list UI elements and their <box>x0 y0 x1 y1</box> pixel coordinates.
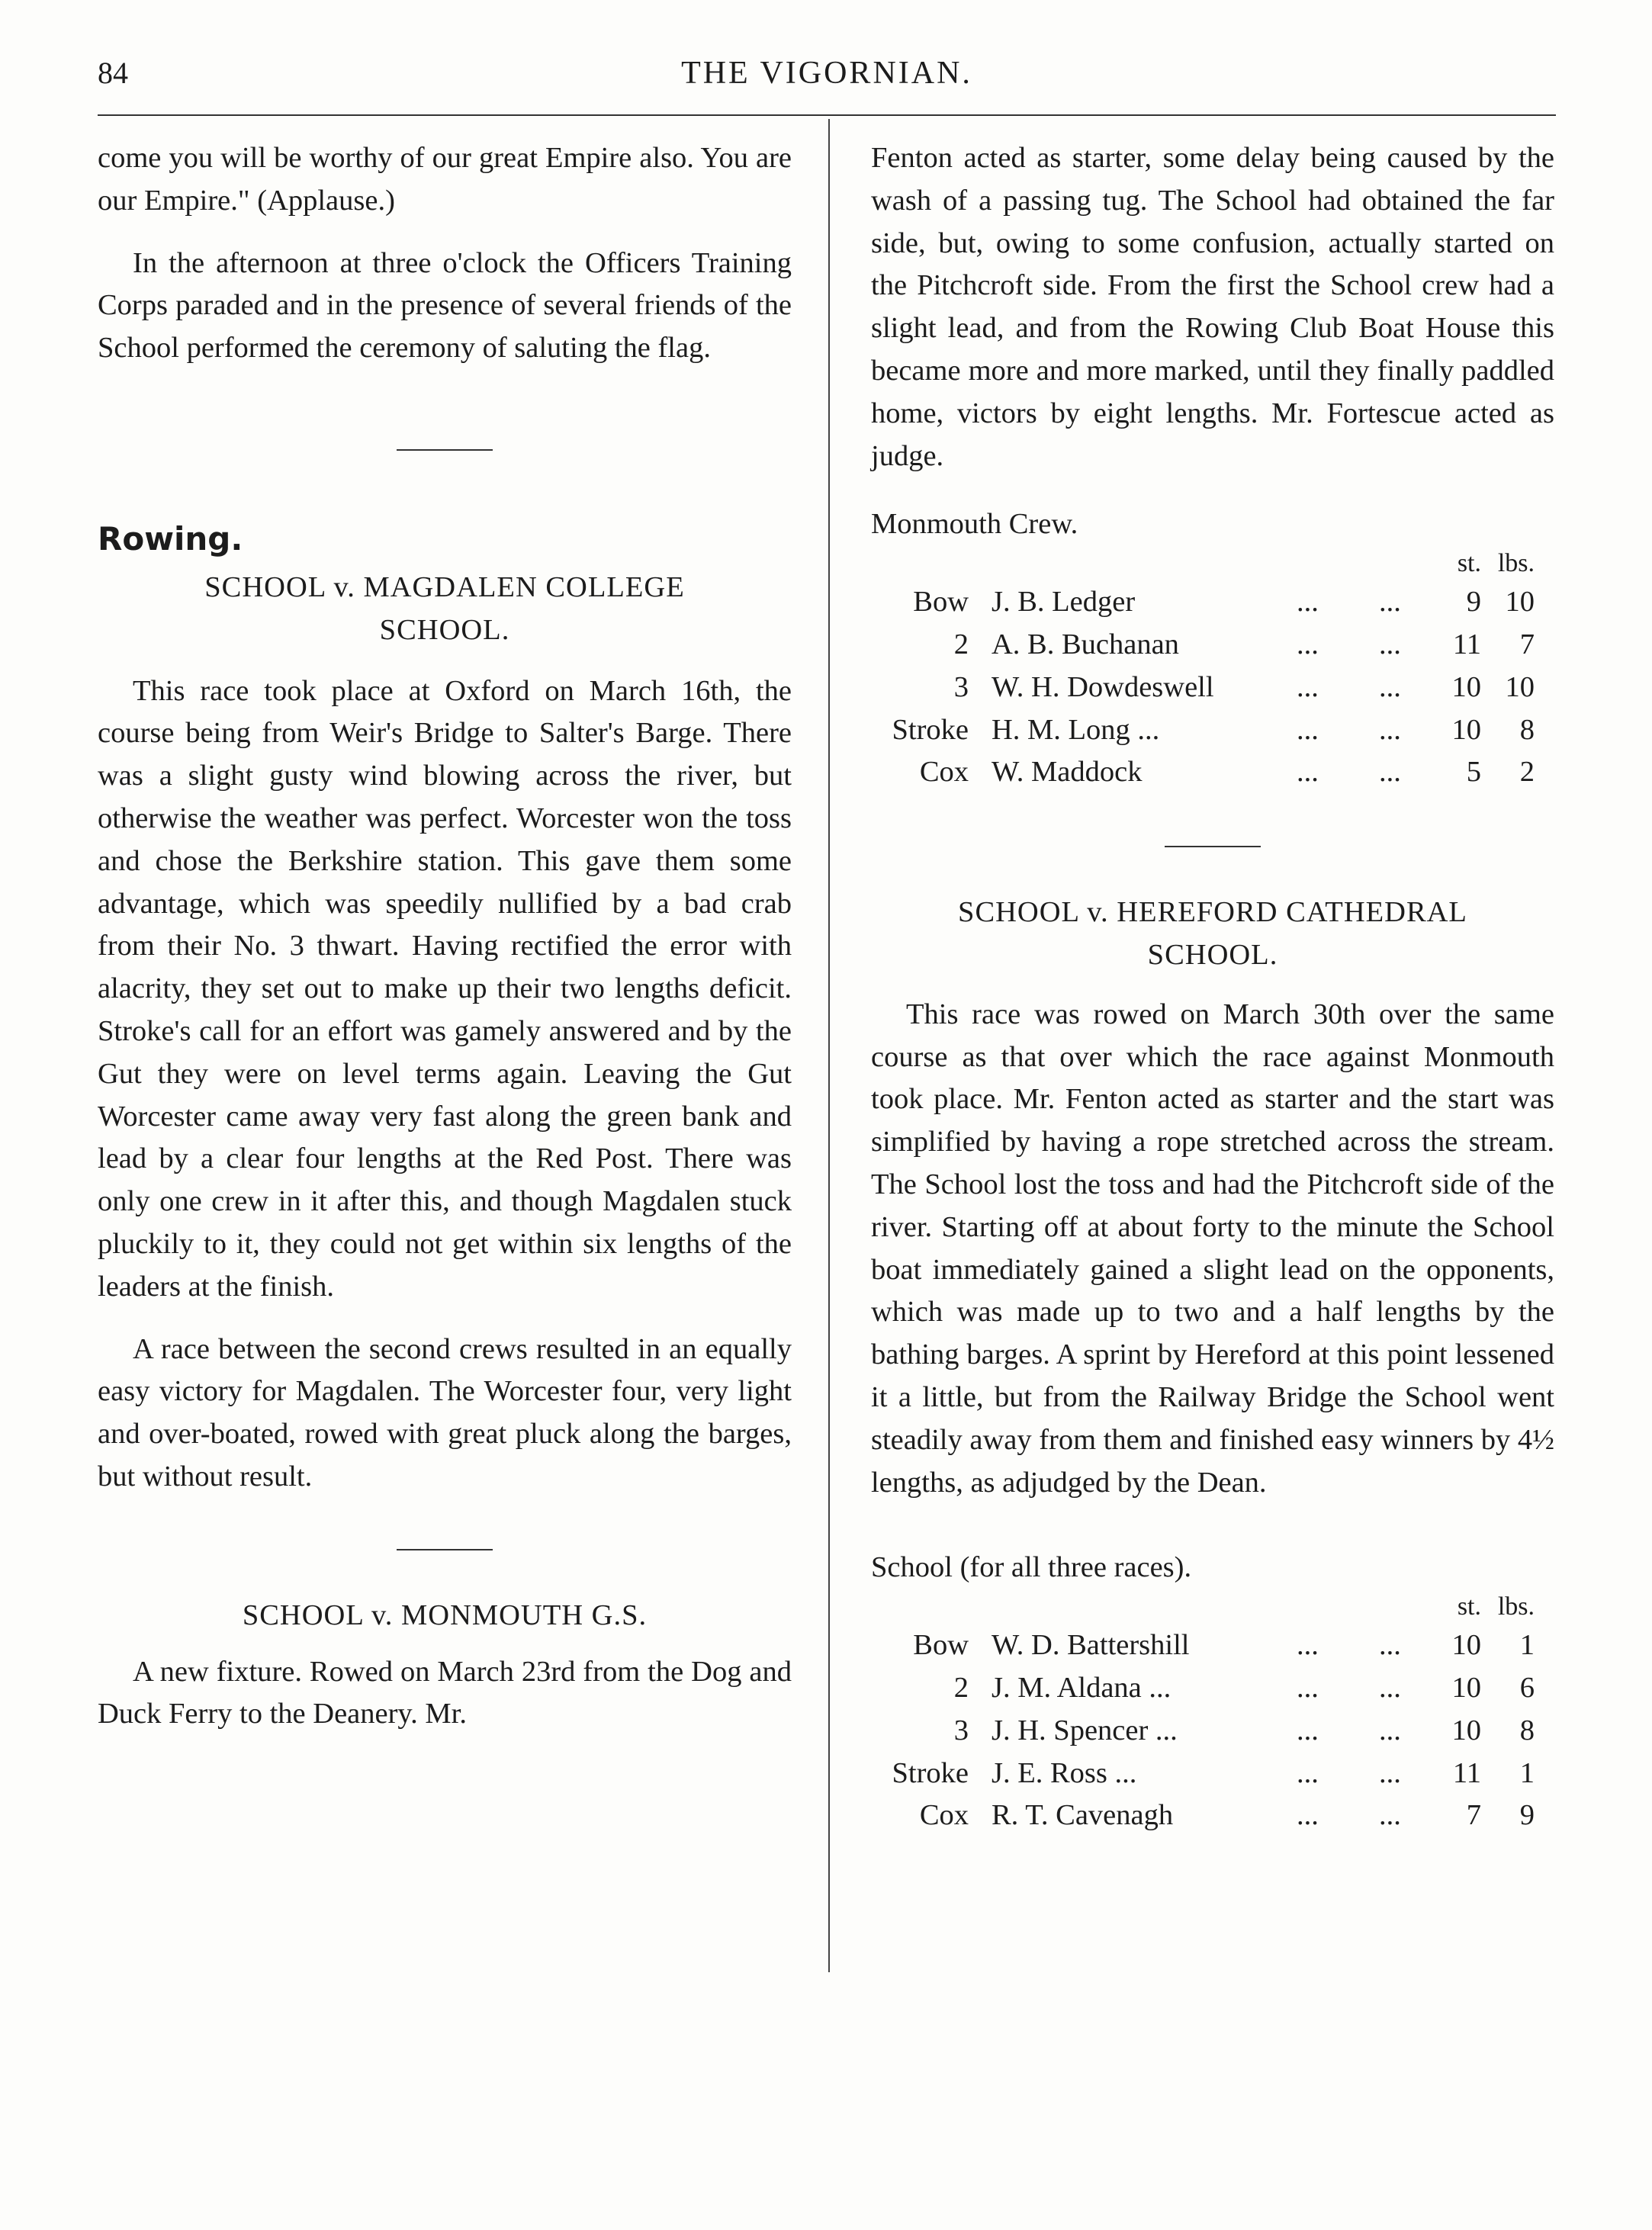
leader-dots: ... <box>1297 1671 1319 1704</box>
crew-weight-st: 5 <box>1466 756 1481 789</box>
crew-units-row <box>871 546 1535 581</box>
crew-name: H. M. Long ... <box>992 713 1160 746</box>
leader-dots: ... <box>1379 1629 1401 1662</box>
crew-row <box>871 667 1535 709</box>
crew-name: J. H. Spencer ... <box>992 1714 1178 1746</box>
crew-name: W. Maddock <box>992 756 1143 789</box>
crew-title-school: School (for all three races). <box>871 1551 1192 1584</box>
crew-name: W. H. Dowdeswell <box>992 670 1214 703</box>
leader-dots: ... <box>1379 586 1401 619</box>
crew-name: J. M. Aldana ... <box>992 1671 1172 1704</box>
page-header <box>98 55 1556 104</box>
section-separator <box>1165 846 1261 847</box>
crew-position: Bow <box>913 586 969 619</box>
crew-name: A. B. Buchanan <box>992 628 1179 660</box>
crew-row <box>871 1753 1535 1795</box>
crew-name: J. B. Ledger <box>992 586 1136 619</box>
unit-st: st. <box>1457 1592 1481 1621</box>
crew-weight-st: 11 <box>1452 1756 1481 1789</box>
crew-weight-st: 10 <box>1451 1629 1481 1662</box>
crew-row <box>871 1667 1535 1710</box>
leader-dots: ... <box>1379 1714 1401 1746</box>
subheading-line: SCHOOL v. HEREFORD CATHEDRAL <box>958 896 1467 929</box>
crew-weight-lbs: 8 <box>1519 713 1535 746</box>
crew-title-monmouth: Monmouth Crew. <box>871 508 1078 541</box>
crew-row <box>871 751 1535 794</box>
unit-st: st. <box>1457 549 1481 578</box>
intro-paragraph: In the afternoon at three o'clock the Officers Training Corps paraded and in the presence of several friends of the School performed the ceremony of saluting the flag. <box>98 246 792 365</box>
leader-dots: ... <box>1297 1629 1319 1662</box>
crew-weight-st: 10 <box>1451 670 1481 703</box>
leader-dots: ... <box>1379 756 1401 789</box>
crew-row <box>871 1795 1535 1837</box>
right-column <box>871 137 1554 1837</box>
subheading-magdalen <box>98 567 792 652</box>
subheading-monmouth: SCHOOL v. MONMOUTH G.S. <box>242 1599 648 1631</box>
leader-dots: ... <box>1297 670 1319 703</box>
leader-dots: ... <box>1297 1756 1319 1789</box>
crew-position: 2 <box>953 628 969 660</box>
monmouth-paragraph: A new fixture. Rowed on March 23rd from the Dog and Duck Ferry to the Deanery. Mr. <box>98 1655 792 1730</box>
crew-weight-lbs: 1 <box>1519 1629 1535 1662</box>
leader-dots: ... <box>1297 1799 1319 1832</box>
leader-dots: ... <box>1297 628 1319 660</box>
header-rule <box>98 114 1556 116</box>
crew-row <box>871 1710 1535 1753</box>
leader-dots: ... <box>1379 628 1401 660</box>
leader-dots: ... <box>1297 586 1319 619</box>
leader-dots: ... <box>1379 1756 1401 1789</box>
crew-table-school <box>871 1589 1535 1837</box>
running-title: THE VIGORNIAN. <box>681 56 972 91</box>
crew-position: Stroke <box>892 713 969 746</box>
crew-weight-lbs: 10 <box>1505 586 1535 619</box>
crew-name: W. D. Battershill <box>992 1629 1190 1662</box>
unit-lbs: lbs. <box>1497 1592 1535 1621</box>
subheading-line: SCHOOL v. MAGDALEN COLLEGE <box>204 570 685 603</box>
crew-position: Cox <box>919 756 969 789</box>
section-separator <box>397 1549 493 1550</box>
crew-weight-lbs: 2 <box>1519 756 1535 789</box>
crew-position: 3 <box>953 1714 969 1746</box>
magdalen-paragraph: This race took place at Oxford on March 16th, the course being from Weir's Bridge to Salter's Barge. There was a slight gusty wind blowing across the river, but otherwise the weather was perfect. Worcester won the toss and chose the Berkshire station. This gave them some advantage, which was speedily nullified by a bad crab from their No. 3 thwart. Having rectified the error with alacrity, they set out to make up their two lengths deficit. Stroke's call for an effort was gamely answered and by the Gut they were on level terms again. Leaving the Gut Worcester came away very fast along the green bank and lead by a clear four lengths at the Red Post. There was only one crew in it after this, and though Magdalen stuck pluckily to it, they could not get within six lengths of the leaders at the finish. <box>98 674 792 1303</box>
leader-dots: ... <box>1379 713 1401 746</box>
subheading-line: SCHOOL. <box>379 613 510 646</box>
hereford-paragraph: This race was rowed on March 30th over the same course as that over which the race against Monmouth took place. Mr. Fenton acted as starter and the start was simplified by having a rope stretched across the stream. The School lost the toss and had the Pitchcroft side of the river. Starting off at about forty to the minute the School boat immediately gained a slight lead on the opponents, which was made up to two and a half lengths by the bathing barges. A sprint by Hereford at this point lessened it a little, but from the Railway Bridge the School went steadily away from them and finished easy winners by 4½ lengths, as adjudged by the Dean. <box>871 998 1554 1499</box>
monmouth-paragraph-continued: Fenton acted as starter, some delay being caused by the wash of a passing tug. The School had obtained the far side, but, owing to some confusion, actually started on the Pitchcroft side. From the first the School crew had a slight lead, and from the Rowing Club Boat House this became more and more marked, until they finally paddled home, victors by eight lengths. Mr. Fortescue acted as judge. <box>871 142 1554 472</box>
subheading-line: SCHOOL. <box>1147 938 1278 971</box>
crew-weight-lbs: 7 <box>1519 628 1535 660</box>
section-separator <box>397 449 493 451</box>
leader-dots: ... <box>1379 670 1401 703</box>
crew-weight-st: 10 <box>1451 1714 1481 1746</box>
leader-dots: ... <box>1297 756 1319 789</box>
leader-dots: ... <box>1379 1671 1401 1704</box>
crew-name: R. T. Cavenagh <box>992 1799 1174 1832</box>
crew-weight-lbs: 9 <box>1519 1799 1535 1832</box>
page-number: 84 <box>98 56 128 90</box>
left-column <box>98 137 792 1736</box>
crew-row <box>871 581 1535 624</box>
crew-row <box>871 709 1535 752</box>
section-heading-rowing: Rowing. <box>98 519 243 558</box>
crew-position: Stroke <box>892 1756 969 1789</box>
crew-position: Bow <box>913 1629 969 1662</box>
crew-units-row <box>871 1589 1535 1624</box>
crew-position: 3 <box>953 670 969 703</box>
crew-weight-lbs: 10 <box>1505 670 1535 703</box>
crew-row <box>871 1624 1535 1667</box>
crew-weight-st: 10 <box>1451 713 1481 746</box>
crew-weight-st: 11 <box>1452 628 1481 660</box>
crew-weight-lbs: 6 <box>1519 1671 1535 1704</box>
crew-weight-st: 7 <box>1466 1799 1481 1832</box>
intro-paragraph: come you will be worthy of our great Empire also. You are our Empire." (Applause.) <box>98 142 792 217</box>
crew-weight-lbs: 1 <box>1519 1756 1535 1789</box>
subheading-hereford <box>871 892 1554 977</box>
unit-lbs: lbs. <box>1497 549 1535 578</box>
column-divider <box>828 119 830 1972</box>
leader-dots: ... <box>1379 1799 1401 1832</box>
crew-position: 2 <box>953 1671 969 1704</box>
leader-dots: ... <box>1297 713 1319 746</box>
crew-row <box>871 624 1535 667</box>
crew-weight-lbs: 8 <box>1519 1714 1535 1746</box>
crew-position: Cox <box>919 1799 969 1832</box>
crew-table-monmouth <box>871 546 1535 794</box>
magdalen-paragraph: A race between the second crews resulted in an equally easy victory for Magdalen. The Worcester four, very light and over-boated, rowed with great pluck along the barges, but without result. <box>98 1332 792 1493</box>
crew-weight-st: 9 <box>1466 586 1481 619</box>
crew-name: J. E. Ross ... <box>992 1756 1137 1789</box>
crew-weight-st: 10 <box>1451 1671 1481 1704</box>
leader-dots: ... <box>1297 1714 1319 1746</box>
